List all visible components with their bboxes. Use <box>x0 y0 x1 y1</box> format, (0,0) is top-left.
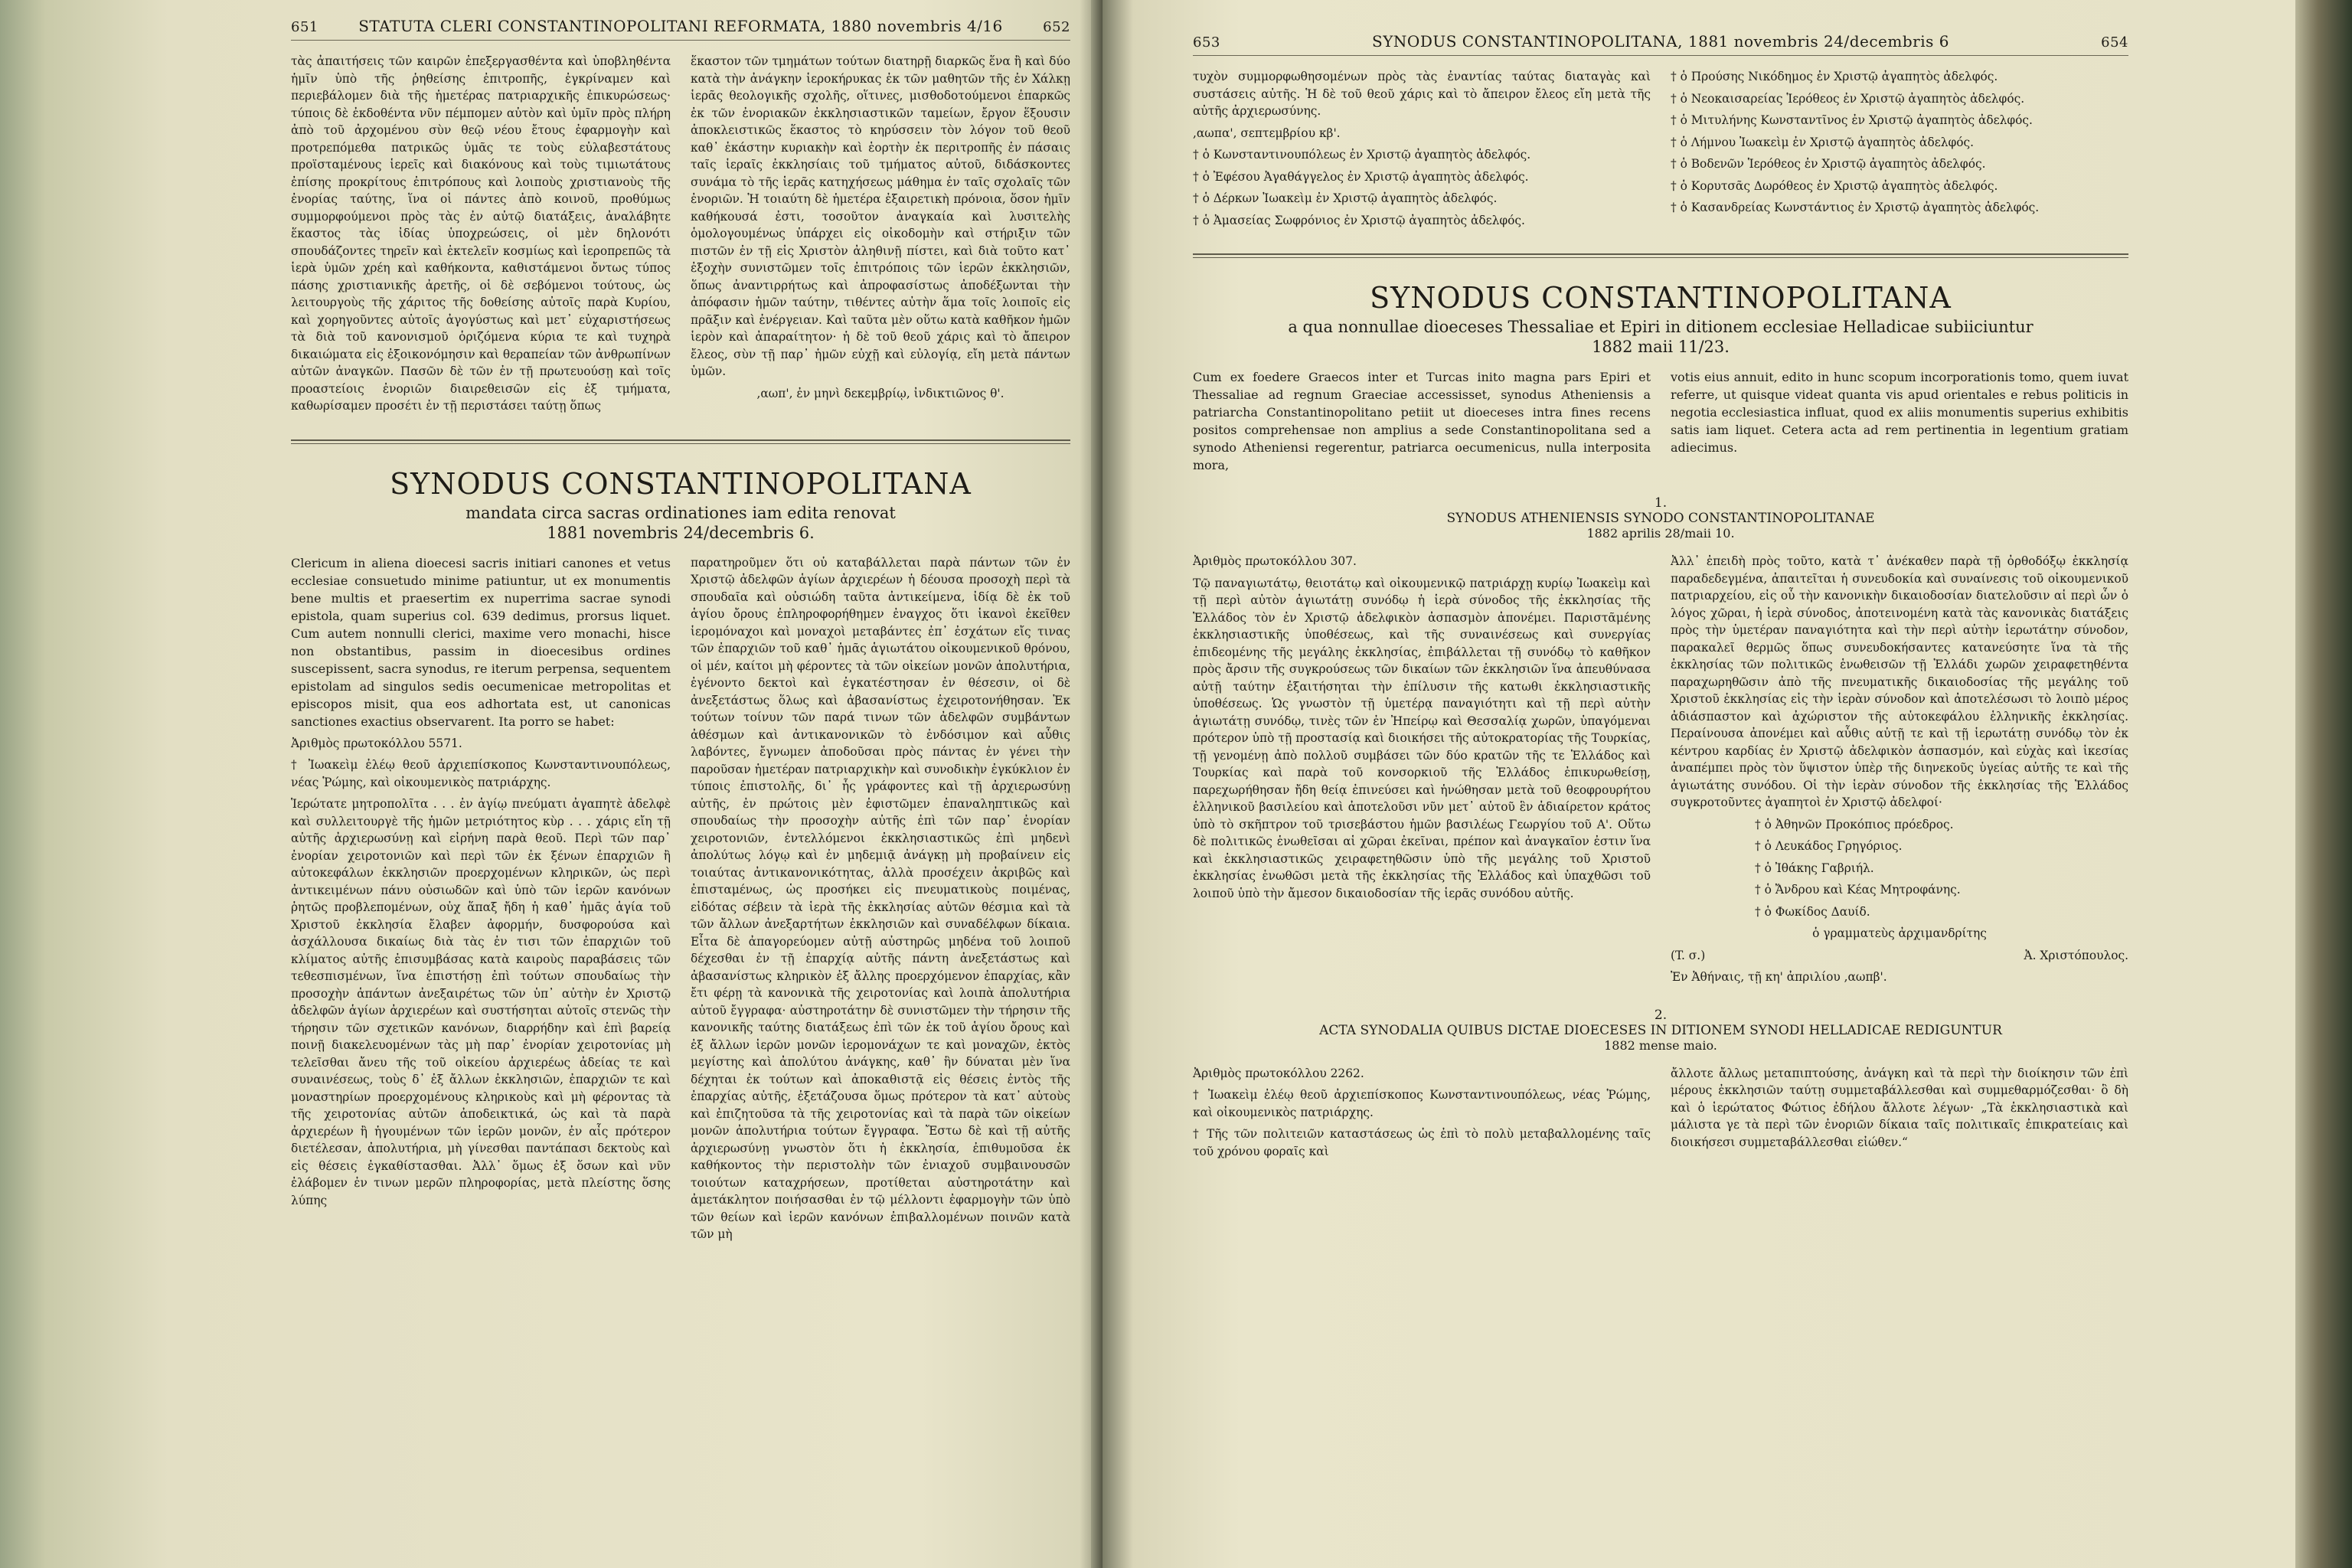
seal-line <box>1671 947 2128 965</box>
place-date: Ἐν Ἀθήναις, τῇ κη' ἀπριλίου ,αωπβ'. <box>1671 970 1887 984</box>
signer: † ὁ Μιτυλήνης Κωνσταντῖνος ἐν Χριστῷ ἀγαπητὸς ἀδελφός. <box>1671 113 2033 127</box>
signer: † ὁ Ἐφέσου Ἀγαθάγγελος ἐν Χριστῷ ἀγαπητὸς ἀδελφός. <box>1193 169 1529 184</box>
signer: † ὁ Λευκάδος Γρηγόριος. <box>1755 839 1903 853</box>
top-columns <box>291 53 1070 420</box>
protocol-number: Ἀριθμὸς πρωτοκόλλου 2262. <box>1193 1066 1364 1080</box>
signer: † ὁ Κορυτσᾶς Δωρόθεος ἐν Χριστῷ ἀγαπητὸς ἀδελφός. <box>1671 178 1998 193</box>
signer: † ὁ Βοδενῶν Ἱερόθεος ἐν Χριστῷ ἀγαπητὸς ἀδελφός. <box>1671 157 1986 171</box>
signer: † ὁ Λήμνου Ἰωακεὶμ ἐν Χριστῷ ἀγαπητὸς ἀδελφός. <box>1671 135 1975 149</box>
sender: † Ἰωακεὶμ ἐλέῳ θεοῦ ἀρχιεπίσκοπος Κωνσταντινουπόλεως, νέας Ῥώμης, καὶ οἰκουμενικὸς πατριάρχης. <box>291 758 671 789</box>
protocol-number: Ἀριθμὸς πρωτοκόλλου 5571. <box>291 736 462 750</box>
page-number: 652 <box>1043 19 1070 35</box>
text-block: τὰς ἀπαιτήσεις τῶν καιρῶν ἐπεξεργασθέντα καὶ ὑποβληθέντα ἡμῖν ὑπὸ τῆς ῥηθείσης ἐπιτροπῆς, ἐγκρίναμεν καὶ περιεβάλομεν διὰ τῆς ἡμετέρας πατριαρχικῆς ἐπικυρώσεως· τύποις δὲ ἐκδοθέντα νῦν πέμπομεν αὐτὸν καὶ ὑμῖν πρὸς πλήρη ἀπὸ τοῦ ἀρχομένου σὺν θεῷ νέου ἔτους ἐφαρμογὴν καὶ προτρεπόμεθα πατρικῶς ὑμᾶς τε τοὺς εὐλαβεστάτους προϊσταμένους ἱερεῖς καὶ διακόνους καὶ τοὺς τιμιωτάτους ἐπίσης προκρίτους ἐπιτρόπους καὶ λοιποὺς χριστιανοὺς τῆς ἐνορίας ταύτης, ἵνα οἱ πάντες ἀπὸ κοινοῦ, προθύμως συμμορφούμενοι πρὸς τὰς ἐν αὐτῷ διατάξεις, ἀναλάβητε ἕκαστος τὰς ἰδίας ὑποχρεώσεις, οἱ μὲν δηλονότι σπουδάζοντες τηρεῖν καὶ ἐκτελεῖν κοσμίως καὶ ἱεροπρεπῶς τὰ ἱερὰ ὑμῶν χρέη καὶ καθήκοντα, καθιστάμενοι ὄντως τύπος πάσης χριστιανικῆς ἀρετῆς, οἱ δὲ σεβόμενοι τούτους, ὡς λειτουργοὺς τῆς χάριτος τῆς δοθείσης αὐτοῖς παρὰ Κυρίου, καὶ χορηγοῦντες αὐτοῖς ἀγογύστως καὶ μετ᾿ εὐχαριστήσεως τὰ διὰ τοῦ κανονισμοῦ ὁριζόμενα κύρια τε καὶ τυχηρὰ δικαιώματα εἰς ἐξοικονόμησιν καὶ θεραπείαν τῶν ἀνθρωπίνων αὐτῶν ἀναγκῶν. Πασῶν δὲ τῶν ἐν τῇ πρωτευούσῃ καὶ τοῖς προαστείοις ἐνοριῶν διαιρεθεισῶν εἰς ἐξ τμήματα, καθωρίσαμεν προσέτι ἐν τῇ περιστάσει ταύτῃ ὅπως <box>291 54 671 413</box>
section-rule <box>1193 253 2128 258</box>
running-header <box>291 17 1070 41</box>
latin-intro: Clericum in aliena dioecesi sacris initiari canones et vetus ecclesiae consuetudo minime patiuntur, ut ex monumentis bene multis et praesertim ex nuperrima sacrae synodi epistola, quam superius col. 639 dedimus, prorsus liquet. Cum autem nonnulli clerici, maxime vero monachi, hisce non obstantibus, passim in dioecesibus ordines suscepissent, sacra synodus, re iterum perpensa, sequentem epistolam ad singulos sedis oecumenicae metropolitas et episcopos misit, qua eos adhortata est, ut canonicas sanctiones exactius observarent. Ita porro se habet: <box>291 555 671 729</box>
signer: † ὁ Προύσης Νικόδημος ἐν Χριστῷ ἀγαπητὸς ἀδελφός. <box>1671 70 1998 83</box>
latin-intro: Cum ex foedere Graecos inter et Turcas inito magna pars Epiri et Thessaliae ad regnum Graeciae accessisset, synodus Atheniensis a patriarcha Constantinopolitano petiit ut dioeceses intra fines recens positos comprehensae non amplius a sede Constantinopolitana sed a synodo Atheniensi regerentur, patriarca oecumenicus, nulla interposita mora, <box>1193 370 1651 472</box>
body-columns <box>291 554 1070 1248</box>
text-block: ἄλλοτε ἄλλως μεταπιπτούσης, ἀνάγκη καὶ τὰ περὶ τὴν διοίκησιν τῶν ἐπὶ μέρους ἐκκλησιῶν ταύτῃ συμμεταβάλλεσθαι καὶ συμμεθαρμόζεσθαι· ὃ δὴ καὶ ὁ ἱερώτατος Φώτιος ἐδήλου ἄλλοτε λέγων· „Τὰ ἐκκλησιαστικὰ καὶ μάλιστα γε τὰ περὶ τῶν ἐνοριῶν δίκαια ταῖς πολιτικαῖς ἐπικρατείαις καὶ διοικήσεσι συμμεταβάλλεσθαι εἰώθεν.“ <box>1671 1066 2128 1149</box>
signer: † ὁ Ἀμασείας Σωφρόνιος ἐν Χριστῷ ἀγαπητὸς ἀδελφός. <box>1193 213 1525 227</box>
right-page <box>1102 0 2352 1568</box>
subsection-title: ACTA SYNODALIA QUIBUS DICTAE DIOECESES IN DITIONEM SYNODI HELLADICAE REDIGUNTUR <box>1319 1022 2002 1038</box>
protocol-number: Ἀριθμὸς πρωτοκόλλου 307. <box>1193 554 1357 568</box>
subsection-date: 1882 aprilis 28/maii 10. <box>1586 526 1735 541</box>
page-number: 654 <box>2101 34 2128 51</box>
secretary-label: ὁ γραμματεὺς ἀρχιμανδρίτης <box>1812 926 1987 940</box>
signer: † ὁ Ἰθάκης Γαβριήλ. <box>1755 861 1874 875</box>
signer: † ὁ Νεοκαισαρείας Ἱερόθεος ἐν Χριστῷ ἀγαπητὸς ἀδελφός. <box>1671 91 2025 106</box>
text-block: ἕκαστον τῶν τμημάτων τούτων διατηρῇ διαρκῶς ἕνα ἢ καὶ δύο κατὰ τὴν ἀνάγκην ἱεροκήρυκας ἐκ τῶν μαθητῶν τῆς ἐν Χάλκῃ ἱερᾶς θεολογικῆς σχολῆς, οἵτινες, μισθοδοτούμενοι ἐπαρκῶς ἐκ τῶν ἐνοριακῶν ἐκκλησιαστικῶν ταμείων, ἔργον ἕξουσιν ἀποκλειστικῶς ἕκαστος τὸ κηρύσσειν τὸν λόγον τοῦ θεοῦ καθ᾿ ἑκάστην κυριακὴν καὶ ἑορτὴν ἐκ περιτροπῆς ἐν πάσαις ταῖς ἱεραῖς ἐκκλησίαις τοῦ τμήματος αὐτοῦ, διδάσκοντες συνάμα τὸ τῆς ἱερᾶς κατηχήσεως μάθημα ἐν ταῖς σχολαῖς τῶν ἐνοριῶν. Ἡ τοιαύτη δὲ ἡμετέρα ἐξαιρετικὴ πρόνοια, ὅσον ἡμῖν καθήκουσά ἐστι, τοσοῦτον ἀναγκαία καὶ λυσιτελὴς ὁμολογουμένως ὑπάρχει εἰς οἰκοδομὴν καὶ στήριξιν τῶν πιστῶν ἐν τῇ εἰς Χριστὸν ἀληθινῇ πίστει, καὶ διὰ τοῦτο κατ᾿ ἐξοχὴν συνιστῶμεν τοῖς ἐπιτρόποις τῶν ἱερῶν ἐκκλησιῶν, ὅπως ἀναντιρρήτως καὶ ἀπροφασίστως ἀποδέξωνται τὴν ἀπόφασιν ἡμῶν ταύτην, τιθέντες αὐτὴν ἅμα τοῖς λοιποῖς εἰς πρᾶξιν καὶ ἐνέργειαν. Καὶ ταῦτα μὲν οὕτω κατὰ καθῆκον ἡμῶν ἱερὸν καὶ ἀπαραίτητον· ἡ δὲ τοῦ θεοῦ χάρις καὶ τὸ ἄπειρον ἔλεος, σὺν τῇ παρ᾿ ἡμῶν εὐχῇ καὶ εὐλογίᾳ, εἴη μετὰ πάντων ὑμῶν. <box>691 54 1070 378</box>
signer: † ὁ Ἄνδρου καὶ Κέας Μητροφάνης. <box>1755 883 1961 897</box>
text-block: † Τῆς τῶν πολιτειῶν καταστάσεως ὡς ἐπὶ τὸ πολὺ μεταβαλλομένης ταῖς τοῦ χρόνου φοραῖς καὶ <box>1193 1127 1651 1158</box>
document-columns <box>1193 553 2128 991</box>
page-number: 653 <box>1193 34 1220 51</box>
secretary-name: Ἀ. Χριστόπουλος. <box>2024 948 2128 962</box>
running-header <box>1193 32 2128 56</box>
seal-mark: (T. σ.) <box>1671 948 1706 962</box>
date-line: ,αωπα', σεπτεμβρίου κβ'. <box>1193 126 1341 140</box>
section-subtitle: a qua nonnullae dioeceses Thessaliae et Epiri in ditionem ecclesiae Helladicae subiiciuntur <box>1288 318 2034 336</box>
header-title: SYNODUS CONSTANTINOPOLITANA, 1881 novembris 24/decembris 6 <box>1372 32 1949 51</box>
text-block: τυχὸν συμμορφωθησομένων πρὸς τὰς ἐναντίας ταύτας διαταγὰς καὶ συστάσεις αὐτῆς. Ἡ δὲ τοῦ θεοῦ χάρις καὶ τὸ ἄπειρον ἔλεος εἴη μετὰ τῆς αὐτῆς ἀρχιερωσύνης. <box>1193 70 1651 118</box>
section-date: 1882 maii 11/23. <box>1592 338 1730 356</box>
header-title: STATUTA CLERI CONSTANTINOPOLITANI REFORMATA, 1880 novembris 4/16 <box>358 17 1003 35</box>
section-title: SYNODUS CONSTANTINOPOLITANA <box>390 466 972 501</box>
signer: † ὁ Κασανδρείας Κωνστάντιος ἐν Χριστῷ ἀγαπητὸς ἀδελφός. <box>1671 201 2040 214</box>
top-columns <box>1193 68 2128 234</box>
subsection-number: 2. <box>1654 1007 1668 1023</box>
section-rule <box>291 439 1070 444</box>
book-edge <box>2295 0 2352 1568</box>
signer: † ὁ Δέρκων Ἰωακεὶμ ἐν Χριστῷ ἀγαπητὸς ἀδελφός. <box>1193 191 1498 205</box>
left-page <box>0 0 1102 1568</box>
section-subtitle: mandata circa sacras ordinationes iam edita renovat <box>466 503 896 522</box>
signer: † ὁ Κωνσταντινουπόλεως ἐν Χριστῷ ἀγαπητὸς ἀδελφός. <box>1193 148 1531 162</box>
subsection-date: 1882 mense maio. <box>1604 1037 1717 1053</box>
signer: † ὁ Ἀθηνῶν Προκόπιος πρόεδρος. <box>1755 817 1954 831</box>
sender: † Ἰωακεὶμ ἐλέῳ θεοῦ ἀρχιεπίσκοπος Κωνσταντινουπόλεως, νέας Ῥώμης, καὶ οἰκουμενικὸς πατριάρχης. <box>1193 1088 1651 1119</box>
latin-intro: votis eius annuit, edito in hunc scopum incorporationis tomo, quem iuvat referre, ut quisque videat quanta vis apud orientales e rebus politicis in negotia ecclesiastica influat, quod ex aliis monumentis superius exhibitis satis iam liquet. Cetera acta ad rem pertinentia in legentium gratiam adiecimus. <box>1671 370 2128 455</box>
subsection-number: 1. <box>1654 495 1668 511</box>
latin-columns <box>1193 368 2128 479</box>
section-title: SYNODUS CONSTANTINOPOLITANA <box>1370 281 1952 315</box>
signer: † ὁ Φωκίδος Δαυίδ. <box>1755 904 1870 919</box>
text-block: Ἱερώτατε μητροπολῖτα . . . ἐν ἁγίῳ πνεύματι ἀγαπητὲ ἀδελφὲ καὶ συλλειτουργὲ τῆς ἡμῶν μετριότητος κὺρ . . . χάρις εἴη τῇ αὐτῆς ἀρχιερωσύνῃ καὶ εἰρήνη παρὰ θεοῦ. Περὶ τῶν παρ᾿ ἐνορίαν χειροτονιῶν καὶ περὶ τῶν ἐκ ξένων ἐπαρχιῶν ἢ αὐτοκεφάλων ἐκκλησιῶν προερχομένων κληρικῶν, ὡς περὶ ἀντικειμένων πάνυ οὐσιωδῶν καὶ ὑπὸ τῶν ἱερῶν κανόνων ῥητῶς προβλεπομένων, οὐχ ἅπαξ ἤδη ἡ καθ᾿ ἡμᾶς ἁγία τοῦ Χριστοῦ ἐκκλησία ἔλαβεν ἀφορμήν, δυσφορούσα καὶ ἀσχάλλουσα δικαίως διὰ τὰς ἐν τισι τῶν ἐπαρχιῶν τοῦ κλίματος αὐτῆς ἐπισυμβάσας κατὰ καιροὺς παραβάσεις τῶν τεθεσπισμένων, ἵνα ἐπιστήσῃ ἐπὶ τούτων σπουδαίως τὴν προσοχὴν ἁπάντων ἀνεξαιρέτως τῶν ὑπ᾿ αὐτὴν ἐν Χριστῷ ἀδελφῶν ἁγίων ἀρχιερέων καὶ συστήσηται αὐτοῖς στενῶς τὴν τήρησιν τῶν σχετικῶν κανόνων, διαρρήδην καὶ ἐπὶ βαρείᾳ ποινῇ διακελευομένων τὰς μὴ παρ᾿ ἐνορίαν χειροτονίας μὴ τελεῖσθαι ἄνευ τῆς τοῦ οἰκείου ἀρχιερέως ἀδείας τε καὶ συναινέσεως, τοὺς δ᾿ ἐξ ἄλλων ἐκκλησιῶν, ἐπαρχιῶν τε καὶ μοναστηρίων προερχομένους κληρικοὺς καὶ μὴ φέροντας τὰ τῆς χειροτονίας αὐτῶν ἀποδεικτικά, ὡς καὶ τὰ παρὰ ἀρχιερέων ἢ ἡγουμένων τῶν ἱερῶν μονῶν, ἐν αἷς πρότερον διετέλεσαν, ἀπολυτήρια, μὴ γίνεσθαι παντάπασι δεκτοὺς καὶ εἰς θέσεις ἐγκαθίστασθαι. Ἀλλ᾿ ὅμως ἐξ ὅσων καὶ νῦν ἐλάβομεν ἐν τινων μερῶν πληροφορίας, μετὰ πλείστης ὅσης λύπης <box>291 797 671 1207</box>
text-block: παρατηροῦμεν ὅτι οὐ καταβάλλεται παρὰ πάντων τῶν ἐν Χριστῷ ἀδελφῶν ἁγίων ἀρχιερέων ἡ δέουσα προσοχὴ περὶ τὰ σπουδαῖα καὶ οὐσιώδη ταῦτα ἀντικείμενα, ἰδίᾳ δὲ ἐκ τοῦ ἁγίου ὄρους ἐπληροφορήθημεν ἐναγχος ὅτι ἱκανοὶ ἐκεῖθεν ἱερομόναχοι καὶ μοναχοὶ μεταβάντες ἐπ᾿ ἐσχάτων εἴς τινας τῶν ἐπαρχιῶν τοῦ καθ᾿ ἡμᾶς ἁγιωτάτου οἰκουμενικοῦ θρόνου, οἱ μέν, καίτοι μὴ φέροντες τὰ τῶν οἰκείων μονῶν ἀπολυτήρια, ἐγένοντο δεκτοὶ καὶ ἐγκατέστησαν ἐν θέσεσιν, οἱ δὲ ἀνεξετάστως ὅλως καὶ ἀβασανίστως ἐχειροτονήθησαν. Ἐκ τούτων τοίνυν τῶν παρά τινων τῶν ἀδελφῶν συμβάντων ἀθέσμων καὶ ἀντικανονικῶν τὸ ἐνδόσιμον καὶ αὖθις λαβόντες, ἔγνωμεν ἀποδοῦσαι πρὸς πάντας ἐν γένει τὴν παροῦσαν ἡμετέραν πατριαρχικὴν καὶ συνοδικὴν ἐγκύκλιον ἐν τύποις ἐπιστολῆς, δι᾿ ἧς γράφοντες καὶ τῇ ἀρχιερωσύνῃ αὐτῆς, ἐν πρώτοις μὲν ἐφιστῶμεν ἐπαναληπτικῶς καὶ σπουδαίως τὴν προσοχὴν αὐτῆς ἐπὶ τῶν παρ᾿ ἐνορίαν χειροτονιῶν, ἐντελλόμενοι ἐκκλησιαστικῶς ἐπὶ μηδενὶ ἀπολύτως λόγῳ καὶ ἐν μηδεμιᾷ ἀνάγκῃ μὴ προβαίνειν εἰς τοιαύτας ἀντικανονικότητας, ἀλλὰ προσέχειν ἀκριβῶς καὶ ἐπισταμένως, ὡς προσήκει εἰς πνευματικοὺς ποιμένας, εἰδότας σέβειν τὰ ἱερὰ τῆς ἐκκλησίας αὐτῶν θέσμια καὶ τὰ τῶν ἄλλων ἀνεξαρτήτων ἐκκλησιῶν καὶ συναδέλφων δίκαια. Εἶτα δὲ ἀπαγορεύομεν αὐτῇ αὐστηρῶς μηδένα τοῦ λοιποῦ δέχεσθαι ἐν τῇ ἐπαρχίᾳ αὐτῆς πάντη ἀνεξετάστως καὶ ἀβασανίστως κληρικὸν ἐξ ἄλλης προερχόμενον ἐπαρχίας, κἂν ἔτι φέρῃ τὰ κανονικὰ τῆς χειροτονίας καὶ λοιπὰ ἀπολυτήρια αὐτοῦ ἔγγραφα· αὐστηροτάτην δὲ συνιστῶμεν τὴν τήρησιν τῆς κανονικῆς ταύτης διατάξεως ἐπὶ τῶν ἐκ τοῦ ἁγίου ὄρους καὶ ἐξ ἄλλων ἱερῶν μονῶν ἱερομονάχων τε καὶ μοναχῶν, ἐκτὸς μεγίστης καὶ ἀπολύτου ἀνάγκης, καθ᾿ ἣν δύναται μὲν ἵνα δέχηται ἐκ τούτων καὶ ἀποκαθιστᾷ εἰς θέσεις ἐντὸς τῆς ἐπαρχίας αὐτῆς, ἐξετάζουσα ὅμως πρότερον τὰ κατ᾿ αὐτοὺς καὶ ἐπιζητοῦσα τὰ τῆς χειροτονίας καὶ τὰ παρὰ τῶν οἰκείων μονῶν ἀπολυτήρια τούτων ἔγγραφα. Ἔστω δὲ καὶ τῇ αὐτῆς ἀρχιερωσύνῃ γνωστὸν ὅτι ἡ ἐκκλησία, ἐπιθυμοῦσα ἐκ καθήκοντος τὴν περιστολὴν τῶν ἐνιαχοῦ συμβαινουσῶν τοιούτων καταχρήσεων, προτίθεται αὐστηροτάτην καὶ ἀμετάκλητον ποιήσασθαι ἐν τῷ μέλλοντι ἐφαρμογὴν τῶν ὑπὸ τῶν θείων καὶ ἱερῶν κανόνων ἐπιβαλλομένων ποινῶν κατὰ τῶν μὴ <box>691 555 1070 1241</box>
subsection-title: SYNODUS ATHENIENSIS SYNODO CONSTANTINOPOLITANAE <box>1446 511 1875 526</box>
text-block: Τῷ παναγιωτάτῳ, θειοτάτῳ καὶ οἰκουμενικῷ πατριάρχῃ κυρίῳ Ἰωακεὶμ καὶ τῇ περὶ αὐτὸν ἁγιωτάτῃ συνόδῳ ἡ ἱερὰ σύνοδος τῆς ἐκκλησίας τῆς Ἑλλάδος τὸν ἐν Χριστῷ ἀδελφικὸν ἀσπασμὸν ἀπονέμει. Παριστᾶμένης ἐκκλησιαστικῆς ὑποθέσεως, καὶ τῆς συναινέσεως καὶ συνεργίας ἐπιδεομένης τῆς μεγάλης ἐκκλησίας, ἐπιβάλλεται τῇ συνόδῳ τὸ καθῆκον πρὸς ἄρσιν τῆς συγκρούσεως τῶν δικαίων τῶν ἐκκλησιῶν ἵνα ἀπευθύνασα αὐτῇ ταύτην ἐξαιτήσηται τὴν ἐπίλυσιν τῆς κατωθι ἐκκλησιαστικῆς ὑποθέσεως. Ὡς γνωστὸν τῇ ὑμετέρᾳ παναγιότητι καὶ τῇ περὶ αὐτὴν ἁγιωτάτῃ συνόδῳ, τινὲς τῶν ἐν Ἠπείρῳ καὶ Θεσσαλίᾳ χωρῶν, ὑπαγόμεναι πρότερον ὑπὸ τῇ προστασίᾳ καὶ διοικήσει τῆς αὐτοκρατορίας τῆς Τουρκίας, τῇ γενομένῃ ἀπὸ πολλοῦ συμβάσει τῶν δύο κρατῶν τῆς τε Ἑλλάδος καὶ Τουρκίας καὶ παρὰ τοῦ κονσορκιοῦ τῆς Ἑλλάδος ἐπικυρωθείσῃ, παρεχωρήθησαν ἤδη θείᾳ ἐπινεύσει καὶ ἡνώθησαν μετὰ τοῦ θεοφρουρήτου ἑλληνικοῦ βασιλείου καὶ ἀποτελοῦσι νῦν μετ᾿ αὐτοῦ ἓν ἀδιαίρετον κράτος ὑπὸ τὸ σκῆπτρον τοῦ τρισεβάστου ἡμῶν βασιλέως Γεωργίου τοῦ Α'. Οὕτω δὲ πολιτικῶς ἑνωθεῖσαι αἱ χῶραι ἐκεῖναι, πρέπον καὶ ἀναγκαῖον ἐστιν ἵνα καὶ ἐκκλησιαστικῶς χειραφετηθῶσιν ὑπὸ τῆς μεγάλης τοῦ Χριστοῦ ἐκκλησίας ἑνωθῶσι μετὰ τῆς ἐκκλησίας τῆς Ἑλλάδος καὶ ὑπαχθῶσι τοῦ λοιποῦ ὑπὸ τὴν ἄμεσον δικαιοδοσίαν τῆς ἱερᾶς συνόδου αὐτῆς. <box>1193 576 1651 900</box>
page-number: 651 <box>291 19 318 35</box>
document-columns <box>1193 1065 2128 1165</box>
section-date: 1881 novembris 24/decembris 6. <box>547 523 815 542</box>
date-line: ,αωπ', ἐν μηνὶ δεκεμβρίῳ, ἰνδικτιῶνος θ'. <box>756 386 1004 400</box>
text-block: Ἀλλ᾿ ἐπειδὴ πρὸς τοῦτο, κατὰ τ᾿ ἀνέκαθεν παρὰ τῇ ὀρθοδόξῳ ἐκκλησίᾳ παραδεδεγμένα, ἀπαιτεῖται ἡ συνευδοκία καὶ συναίνεσις τοῦ οἰκουμενικοῦ πατριαρχείου, εἰς οὗ τὴν κανονικὴν δικαιοδοσίαν διατελοῦσιν αἱ περὶ ὧν ὁ λόγος χῶραι, ἡ ἱερὰ σύνοδος, ἀποτεινομένη κατὰ τὰς κανονικὰς διατάξεις πρὸς τὴν ὑμετέραν παναγιότητα καὶ τὴν περὶ αὐτὴν ἱερωτάτην σύνοδον, παρακαλεῖ θερμῶς ὅπως συνευδοκήσαντες κατανεύσητε ἵνα τὰ τῆς ἐκκλησίας τῶν πολιτικῶς ἑνωθεισῶν τῇ Ἑλλάδι χωρῶν χειραφετηθέντα παραχωρηθῶσιν ἀπὸ τῆς πνευματικῆς δικαιοδοσίας τῆς μεγάλης τοῦ Χριστοῦ ἐκκλησίας εἰς τὴν ἱερὰν σύνοδον καὶ ἀποτελέσωσι τὸ λοιπὸ μέρος ἀδιάσπαστον καὶ ἀχώριστον τῆς αὐτοκεφάλου ἑλληνικῆς ἐκκλησίας. Περαίνουσα ἀπονέμει καὶ αὖθις αὐτῇ τε καὶ τῇ ἱερωτάτῃ συνόδῳ τὸν ἐκ κέντρου καρδίας ἐν Χριστῷ ἀδελφικὸν ἀσπασμόν, καὶ εὐχὰς καὶ ἱκεσίας ἀναπέμπει πρὸς τὸν ὕψιστον ὑπὲρ τῆς διηνεκοῦς ὑγείας αὐτῆς τε καὶ τῆς ἁγιωτάτης συνόδου. Οἱ τὴν ἱερὰν σύνοδον τῆς ἐκκλησίας τῆς Ἑλλάδος συγκροτοῦντες ἀγαπητοὶ ἐν Χριστῷ ἀδελφοί· <box>1671 554 2128 809</box>
